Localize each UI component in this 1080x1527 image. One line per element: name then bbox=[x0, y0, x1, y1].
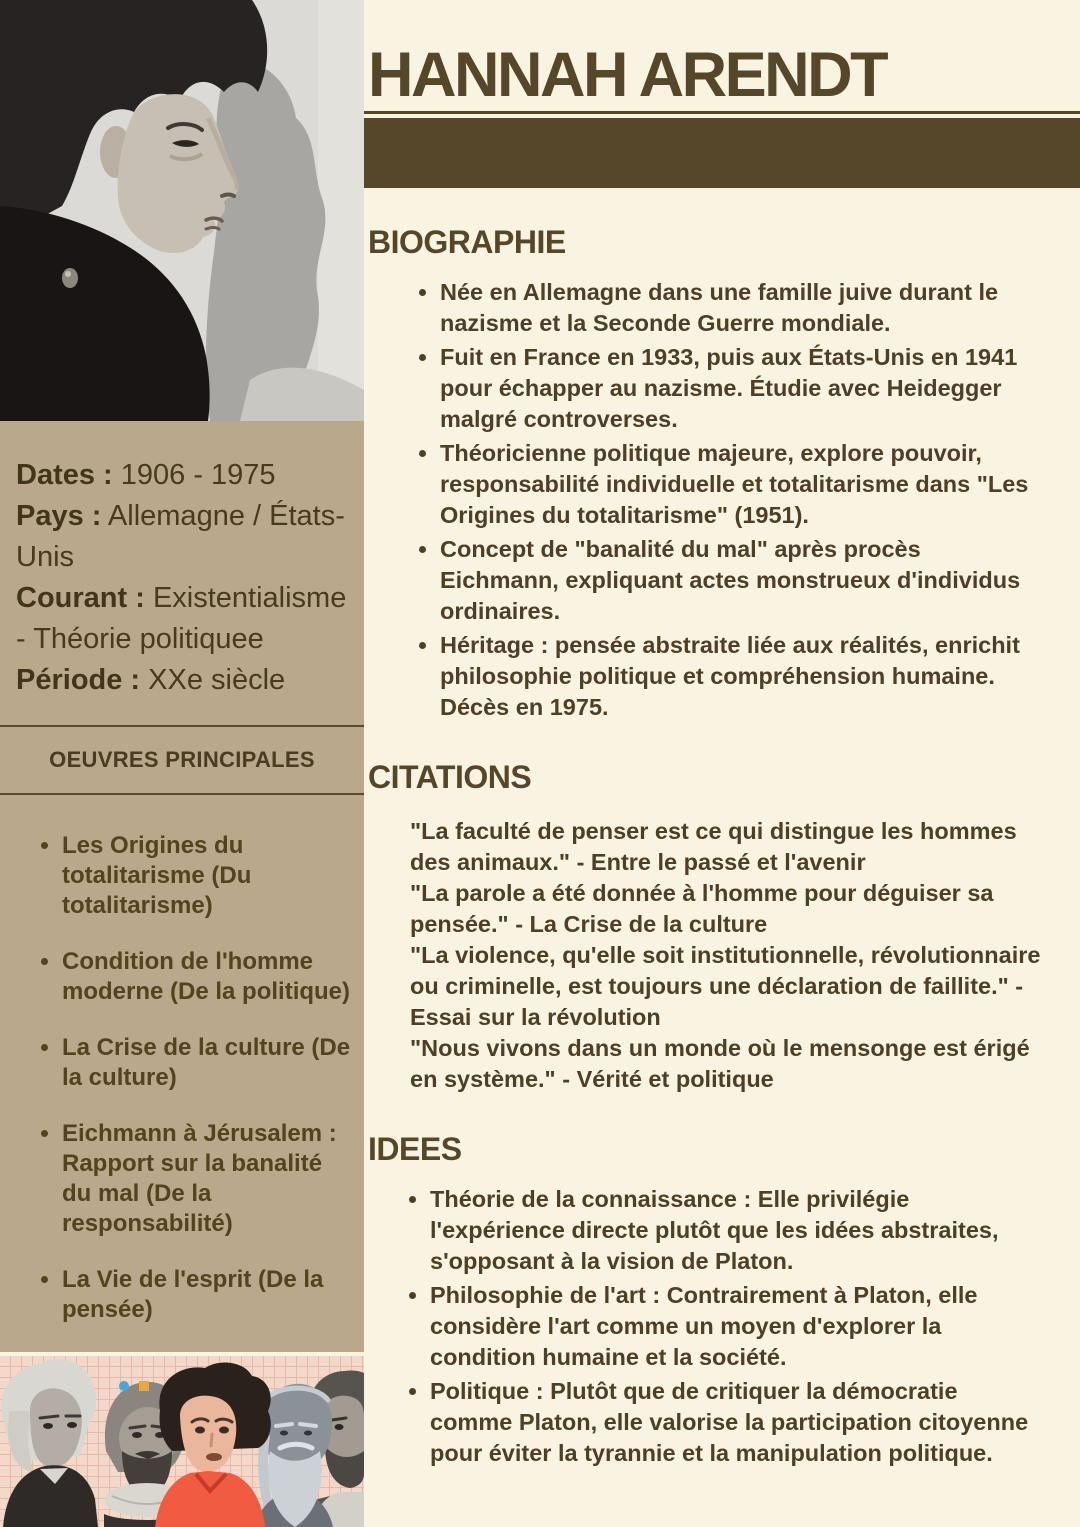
list-item: • Héritage : pensée abstraite liée aux réalités, enrichit philosophie politique et compréhension humaine. Décès en 1975. bbox=[440, 630, 1036, 723]
sidebar bbox=[0, 0, 364, 1527]
list-item: • Les Origines du totalitarisme (Du totalitarisme) bbox=[62, 831, 352, 921]
list-item: • La Crise de la culture (De la culture) bbox=[62, 1033, 352, 1093]
blue-dot-accent bbox=[119, 1381, 129, 1391]
title-accent-bar bbox=[364, 118, 1080, 188]
works-heading: OEUVRES PRINCIPALES bbox=[0, 725, 364, 795]
list-item: • Théoricienne politique majeure, explore pouvoir, responsabilité individuelle et totalitarisme dans "Les Origines du totalitarisme" (1951). bbox=[440, 438, 1036, 531]
list-item: • Fuit en France en 1933, puis aux États-Unis en 1941 pour échapper au nazisme. Étudie avec Heidegger malgré controverses. bbox=[440, 342, 1036, 435]
quote: "La violence, qu'elle soit institutionnelle, révolutionnaire ou criminelle, est toujours une déclaration de faillite." - Essai sur la révolution bbox=[410, 942, 1041, 1030]
dates-label: Dates : bbox=[16, 459, 113, 491]
periode-label: Période : bbox=[16, 664, 141, 696]
arendt-portrait-photo bbox=[0, 0, 364, 421]
list-item: • La Vie de l'esprit (De la pensée) bbox=[62, 1265, 352, 1325]
quote: "La parole a été donnée à l'homme pour déguiser sa pensée." - La Crise de la culture bbox=[410, 880, 994, 937]
list-item: • Condition de l'homme moderne (De la politique) bbox=[62, 947, 352, 1007]
list-item: • Née en Allemagne dans une famille juive durant le nazisme et la Seconde Guerre mondiale. bbox=[440, 277, 1036, 339]
page-title: HANNAH ARENDT bbox=[364, 44, 1080, 114]
courant-value: Existentialisme - Théorie politiquee bbox=[16, 582, 347, 655]
list-item: • Théorie de la connaissance : Elle privilégie l'expérience directe plutôt que les idées abstraites, s'opposant à la vision de Platon. bbox=[430, 1184, 1036, 1277]
citations-heading: CITATIONS bbox=[368, 759, 532, 795]
biography-list bbox=[364, 277, 1080, 723]
pays-value: Allemagne / États-Unis bbox=[16, 500, 345, 573]
citations-block bbox=[364, 816, 1080, 1095]
courant-label: Courant : bbox=[16, 582, 145, 614]
list-item: • Philosophie de l'art : Contrairement à Platon, elle considère l'art comme un moyen d'explorer la condition humaine et la société. bbox=[430, 1280, 1036, 1373]
orange-square-accent bbox=[139, 1381, 149, 1391]
quote: "La faculté de penser est ce qui distingue les hommes des animaux." - Entre le passé et l'avenir bbox=[410, 818, 1017, 875]
list-item: • Politique : Plutôt que de critiquer la démocratie comme Platon, elle valorise la participation citoyenne pour éviter la tyrannie et la manipulation politique. bbox=[430, 1376, 1036, 1469]
idees-list bbox=[364, 1184, 1080, 1469]
list-item: • Concept de "banalité du mal" après procès Eichmann, expliquant actes monstrueux d'individus ordinaires. bbox=[440, 534, 1036, 627]
list-item: • Eichmann à Jérusalem : Rapport sur la banalité du mal (De la responsabilité) bbox=[62, 1119, 352, 1239]
pays-label: Pays : bbox=[16, 500, 102, 532]
info-courant bbox=[16, 578, 352, 660]
info-pays bbox=[16, 496, 352, 578]
philosopher-info bbox=[0, 421, 364, 701]
info-periode bbox=[16, 660, 352, 701]
philosophers-collage-image bbox=[0, 1352, 364, 1527]
dates-value: 1906 - 1975 bbox=[120, 459, 276, 491]
info-dates bbox=[16, 455, 352, 496]
main-content bbox=[364, 0, 1080, 1527]
biography-heading: BIOGRAPHIE bbox=[368, 224, 566, 260]
quote: "Nous vivons dans un monde où le mensonge est érigé en système." - Vérité et politique bbox=[410, 1035, 1030, 1092]
philosophers-collage-figures bbox=[0, 1356, 364, 1527]
idees-heading: IDEES bbox=[368, 1131, 462, 1167]
periode-value: XXe siècle bbox=[148, 664, 286, 696]
works-list bbox=[0, 831, 364, 1325]
